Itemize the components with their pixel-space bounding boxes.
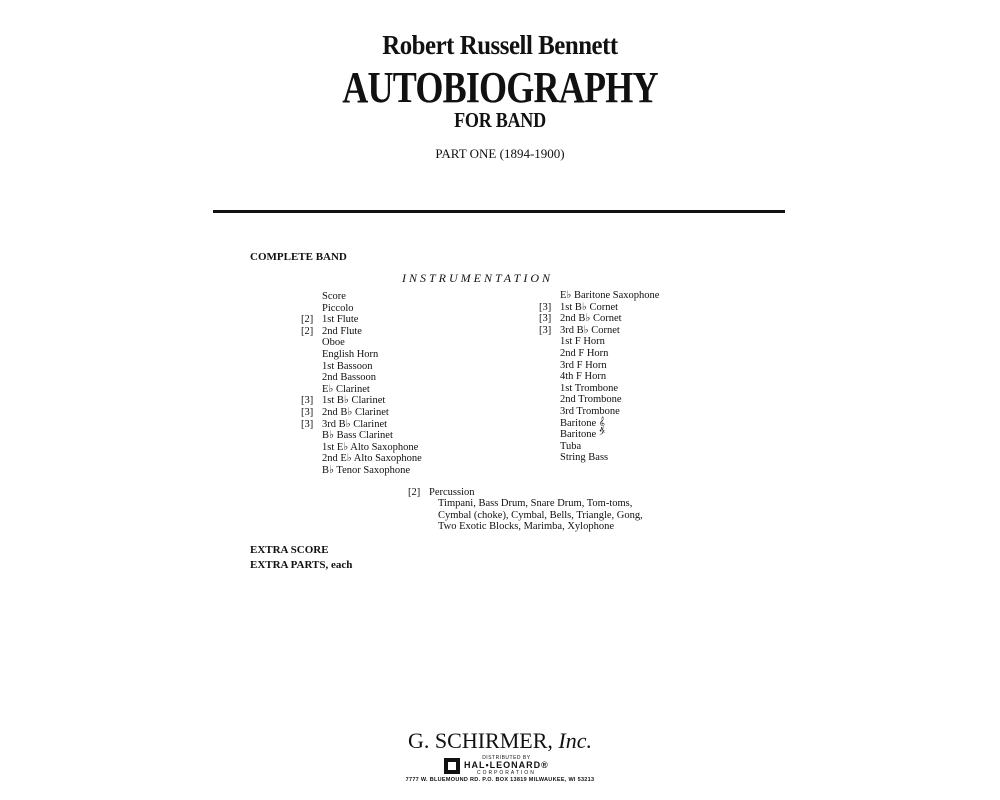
instrument-item xyxy=(301,325,422,338)
instrument-name: Oboe xyxy=(322,337,345,349)
instrument-name: 1st F Horn xyxy=(560,336,605,348)
part-count: [3] xyxy=(301,418,314,430)
instrument-item xyxy=(322,349,422,361)
instrument-item xyxy=(301,406,422,419)
instrumentation-heading: INSTRUMENTATION xyxy=(402,271,554,285)
instrument-item xyxy=(301,314,422,326)
instrument-name: 1st B♭ Cornet xyxy=(560,301,619,313)
instrument-item xyxy=(322,465,422,477)
distributor-address: 7777 W. BLUEMOUND RD. P.O. BOX 13819 MILWAUKEE, WI 53213 xyxy=(405,777,595,783)
instrument-name: 1st E♭ Alto Saxophone xyxy=(322,441,419,453)
instrument-item xyxy=(560,336,659,348)
instrument-name: 2nd Bassoon xyxy=(322,372,376,384)
instrument-item xyxy=(560,383,659,395)
instrument-item xyxy=(322,384,422,396)
instrument-item xyxy=(560,406,659,418)
instrument-item xyxy=(560,418,659,430)
instrument-item xyxy=(560,441,659,453)
percussion-line: Timpani, Bass Drum, Snare Drum, Tom-toms, xyxy=(438,498,633,510)
work-title: AUTOBIOGRAPHY xyxy=(342,63,658,112)
percussion-label: Percussion xyxy=(429,487,475,498)
instrument-name: B♭ Bass Clarinet xyxy=(322,430,393,442)
instrument-item xyxy=(560,394,659,406)
instrument-name: 2nd B♭ Clarinet xyxy=(322,406,389,418)
instrument-list-left xyxy=(301,291,422,477)
instrument-name: 1st Flute xyxy=(322,314,359,326)
instrument-item xyxy=(322,372,422,384)
instrument-item xyxy=(322,430,422,442)
percussion-count: [2] xyxy=(408,487,421,498)
instrument-name: B♭ Tenor Saxophone xyxy=(322,464,411,476)
instrument-name: 4th F Horn xyxy=(560,371,607,383)
publisher-suffix: Inc. xyxy=(558,728,592,753)
instrument-item xyxy=(560,429,659,441)
instrument-name: 2nd Flute xyxy=(322,325,362,337)
instrument-item xyxy=(322,303,422,315)
instrument-item xyxy=(560,371,659,383)
instrument-item xyxy=(322,291,422,303)
instrument-name: 2nd E♭ Alto Saxophone xyxy=(322,453,422,465)
instrument-name: Piccolo xyxy=(322,302,354,314)
instrument-name: E♭ Baritone Saxophone xyxy=(560,290,660,301)
extra-score-label: EXTRA SCORE xyxy=(250,544,329,556)
hal-leonard-logo-icon xyxy=(444,758,460,774)
instrument-name: 2nd F Horn xyxy=(560,347,609,359)
divider-rule xyxy=(213,210,785,213)
instrument-name: E♭ Clarinet xyxy=(322,383,370,395)
instrument-item xyxy=(322,453,422,465)
part-count: [2] xyxy=(301,314,314,326)
distributor-name: HAL•LEONARD® xyxy=(464,760,549,770)
instrument-name: 1st Bassoon xyxy=(322,360,373,372)
distributor-corporation: CORPORATION xyxy=(476,770,536,776)
instrument-name: 3rd B♭ Clarinet xyxy=(322,418,388,430)
instrument-name: Score xyxy=(322,291,346,302)
instrument-item xyxy=(301,395,422,407)
instrument-item xyxy=(322,442,422,454)
instrument-item xyxy=(539,301,659,314)
instrument-name: Tuba xyxy=(560,440,582,452)
part-count: [3] xyxy=(539,313,552,325)
percussion-line: Two Exotic Blocks, Marimba, Xylophone xyxy=(438,521,614,533)
part-count: [2] xyxy=(301,325,314,337)
instrument-item xyxy=(560,360,659,372)
publisher-name xyxy=(0,728,1000,754)
instrument-name: Baritone 𝄞 xyxy=(560,417,605,429)
instrument-item xyxy=(322,337,422,349)
instrument-item xyxy=(322,361,422,373)
instrument-name: 3rd F Horn xyxy=(560,359,607,371)
instrument-item xyxy=(301,418,422,431)
instrument-item xyxy=(539,313,659,325)
instrument-item xyxy=(560,290,659,302)
instrument-name: Baritone 𝄢 xyxy=(560,429,606,441)
publisher-main: G. SCHIRMER, xyxy=(408,728,559,753)
instrument-item xyxy=(560,348,659,360)
percussion-line: Cymbal (choke), Cymbal, Bells, Triangle, Gong, xyxy=(438,509,643,521)
part-label: PART ONE (1894-1900) xyxy=(435,146,565,161)
instrument-list-right xyxy=(539,290,660,464)
percussion-block xyxy=(408,487,643,533)
part-count: [3] xyxy=(539,324,552,336)
instrument-name: 2nd Trombone xyxy=(560,394,622,406)
part-count: [3] xyxy=(301,406,314,418)
instrument-name: 1st B♭ Clarinet xyxy=(322,395,386,407)
part-count: [3] xyxy=(539,301,552,313)
instrument-name: 1st Trombone xyxy=(560,382,619,394)
instrument-name: String Bass xyxy=(560,452,609,464)
part-count: [3] xyxy=(301,395,314,407)
composer-name: Robert Russell Bennett xyxy=(382,30,618,60)
instrument-item xyxy=(539,324,659,337)
instrument-name: 3rd B♭ Cornet xyxy=(560,324,620,336)
complete-band-label: COMPLETE BAND xyxy=(250,251,347,263)
distributed-by-label: DISTRIBUTED BY xyxy=(482,755,531,761)
instrument-item xyxy=(560,452,659,464)
instrument-name: English Horn xyxy=(322,348,379,360)
instrument-name: 2nd B♭ Cornet xyxy=(560,313,622,325)
instrument-name: 3rd Trombone xyxy=(560,405,620,417)
extra-parts-label: EXTRA PARTS, each xyxy=(250,559,353,571)
distributor-logo xyxy=(444,755,549,776)
work-subtitle: FOR BAND xyxy=(454,108,546,132)
